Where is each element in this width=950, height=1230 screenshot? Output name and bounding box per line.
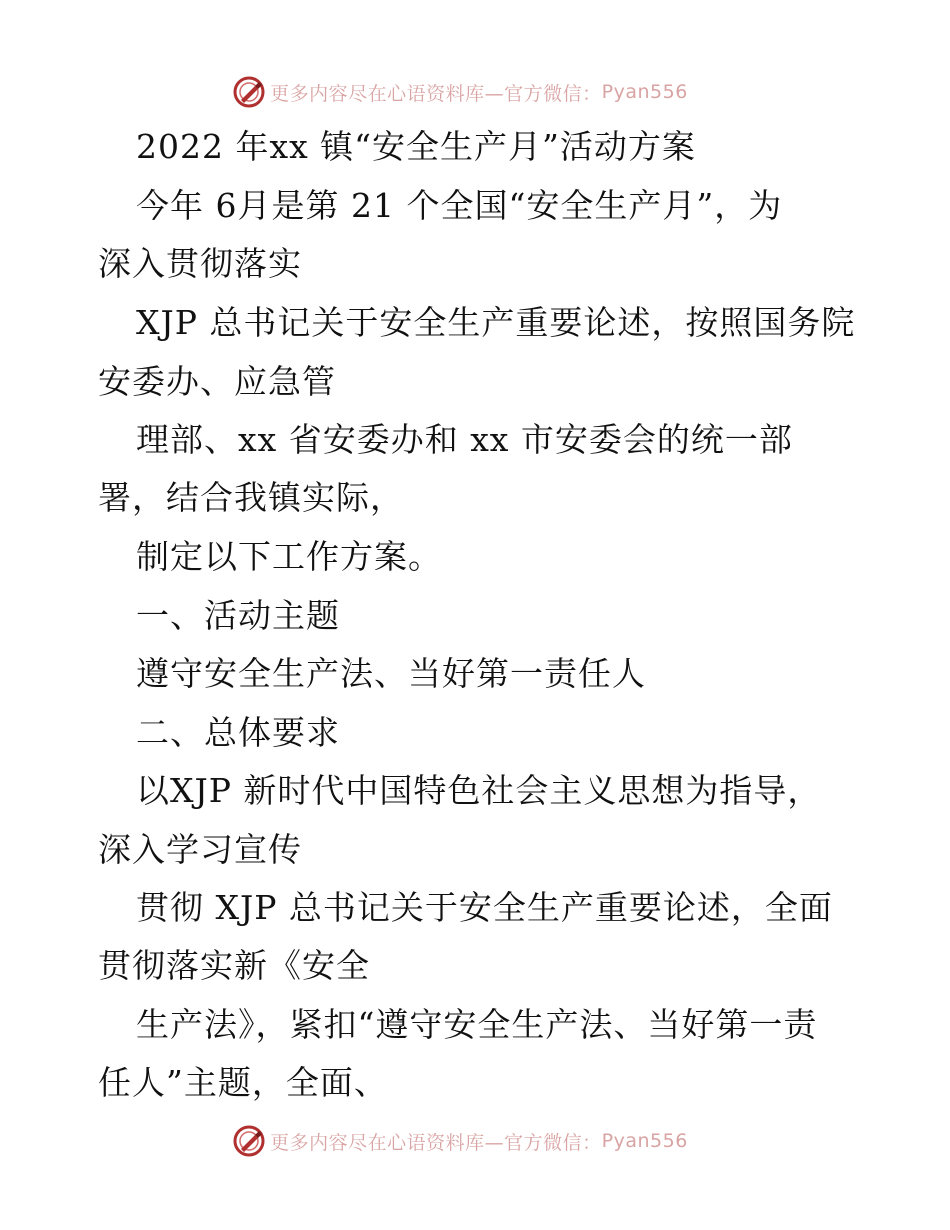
watermark-footer [0,1121,950,1161]
paragraph-line: 今年 6月是第 21 个全国“安全生产月”，为 [136,186,783,225]
paragraph-line: 贯彻落实新《安全 [98,946,370,985]
pen-nib-logo-icon [232,1124,266,1158]
paragraph-line: XJP 总书记关于安全生产重要论述，按照国务院 [136,303,856,342]
paragraph-line: 生产法》，紧扣“遵守安全生产法、当好第一责 [136,1005,818,1044]
paragraph-line: 深入学习宣传 [98,830,302,869]
paragraph-line: 理部、xx 省安委办和 xx 市安委会的统一部 [136,420,793,459]
paragraph-line: 贯彻 XJP 总书记关于安全生产重要论述，全面 [136,888,833,927]
watermark-text: 更多内容尽在心语资料库—官方微信： [270,1131,602,1154]
paragraph-line: 安委办、应急管 [98,362,336,401]
section-heading: 一、活动主题 [136,596,340,635]
paragraph-line: 遵守安全生产法、当好第一责任人 [136,654,646,693]
paragraph-line: 以XJP 新时代中国特色社会主义思想为指导， [136,771,822,810]
watermark-header [0,72,950,112]
pen-nib-logo-icon [232,75,266,109]
paragraph-line: 署，结合我镇实际， [98,478,404,517]
watermark-text: 更多内容尽在心语资料库—官方微信： [270,82,602,105]
watermark-contact: Pyan556 [601,81,688,103]
document-title: 2022 年xx 镇“安全生产月”活动方案 [136,127,696,166]
section-heading: 二、总体要求 [136,713,340,752]
paragraph-line: 深入贯彻落实 [98,244,302,283]
paragraph-line: 制定以下工作方案。 [136,537,442,576]
paragraph-line: 任人”主题，全面、 [98,1063,388,1102]
watermark-contact: Pyan556 [601,1130,688,1152]
